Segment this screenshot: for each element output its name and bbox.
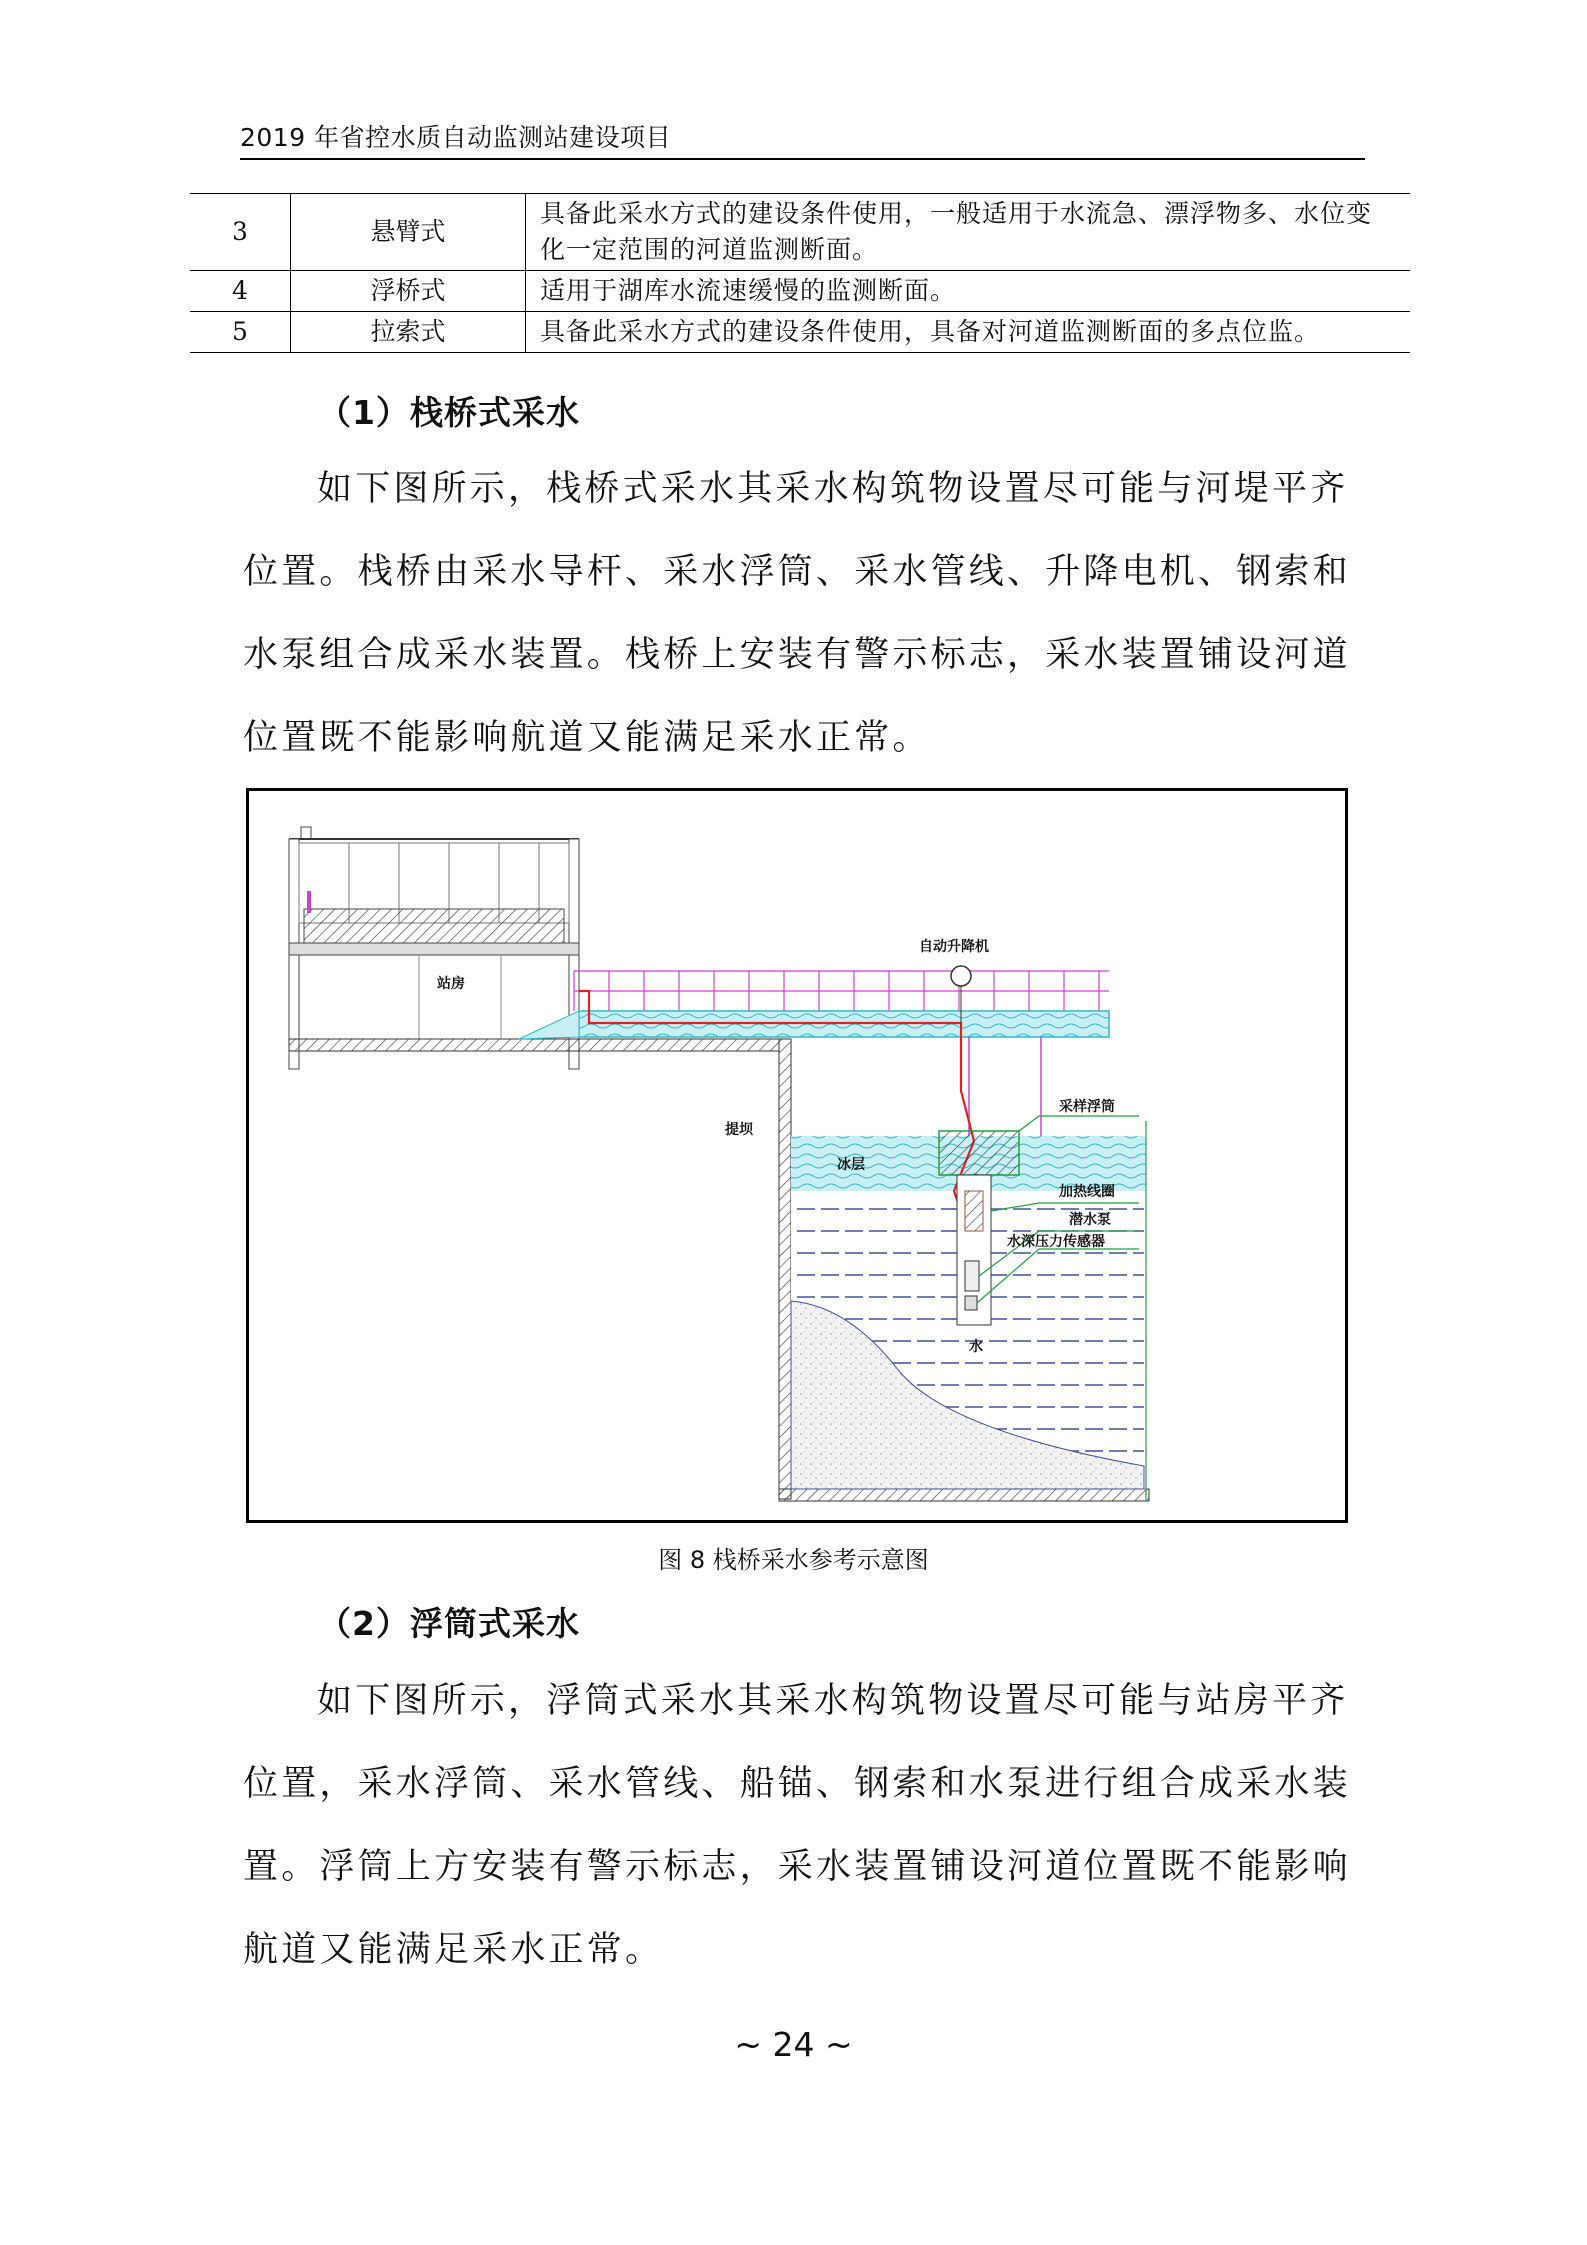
ground-bottom [779,1489,1149,1501]
trestle-bridge [519,971,1109,1136]
row-number: 5 [190,312,291,353]
row-number: 4 [190,271,291,312]
section-paragraph-2: 如下图所示，浮筒式采水其采水构筑物设置尽可能与站房平齐位置，采水浮筒、采水管线、船锚、钢索和水泵进行组合成采水装置。浮筒上方安装有警示标志，采水装置铺设河道位置既不能影响航道又能满足采水正常。 [243,1681,1351,1970]
table-row [190,194,1410,271]
label-lift: 自动升降机 [919,939,989,955]
row-number: 3 [190,194,291,271]
section-paragraph-1: 如下图所示，栈桥式采水其采水构筑物设置尽可能与河堤平齐位置。栈桥由采水导杆、采水浮筒、采水管线、升降电机、钢索和水泵组合成采水装置。栈桥上安装有警示标志，采水装置铺设河道位置既不能影响航道又能满足采水正常。 [243,469,1351,758]
section-heading-1: （1）栈桥式采水 [318,393,580,432]
row-name: 浮桥式 [291,271,526,312]
row-description: 具备此采水方式的建设条件使用，一般适用于水流急、漂浮物多、水位变化一定范围的河道监测断面。 [526,194,1411,271]
trestle-sampling-diagram [246,788,1348,1523]
row-description: 适用于湖库水流速缓慢的监测断面。 [526,271,1411,312]
page-header: 2019 年省控水质自动监测站建设项目 [240,123,672,152]
pressure-sensor [965,1296,977,1310]
label-ice: 冰层 [837,1157,865,1173]
ground-left [289,1039,779,1051]
header-divider [240,158,1365,160]
lift-pulley-icon [951,966,971,986]
table-row [190,312,1410,353]
section-heading-2: （2）浮筒式采水 [318,1604,580,1643]
sampling-float [939,1131,1019,1175]
page-number: ~ 24 ~ [734,2025,853,2064]
label-pump: 潜水泵 [1069,1212,1111,1228]
label-sensor: 水深压力传感器 [1007,1234,1105,1250]
submersible-pump [965,1261,979,1291]
label-float: 采样浮筒 [1059,1099,1115,1115]
row-description: 具备此采水方式的建设条件使用，具备对河道监测断面的多点位监。 [526,312,1411,353]
row-name: 拉索式 [291,312,526,353]
label-water: 水 [969,1339,983,1355]
table-row [190,271,1410,312]
figure-caption: 图 8 栈桥采水参考示意图 [658,1546,929,1574]
label-heater: 加热线圈 [1059,1184,1115,1200]
label-station: 站房 [437,976,465,992]
label-dam: 提坝 [725,1122,753,1138]
heating-coil [965,1191,983,1231]
row-name: 悬臂式 [291,194,526,271]
method-table [190,193,1410,353]
dam-wall [779,1039,791,1499]
